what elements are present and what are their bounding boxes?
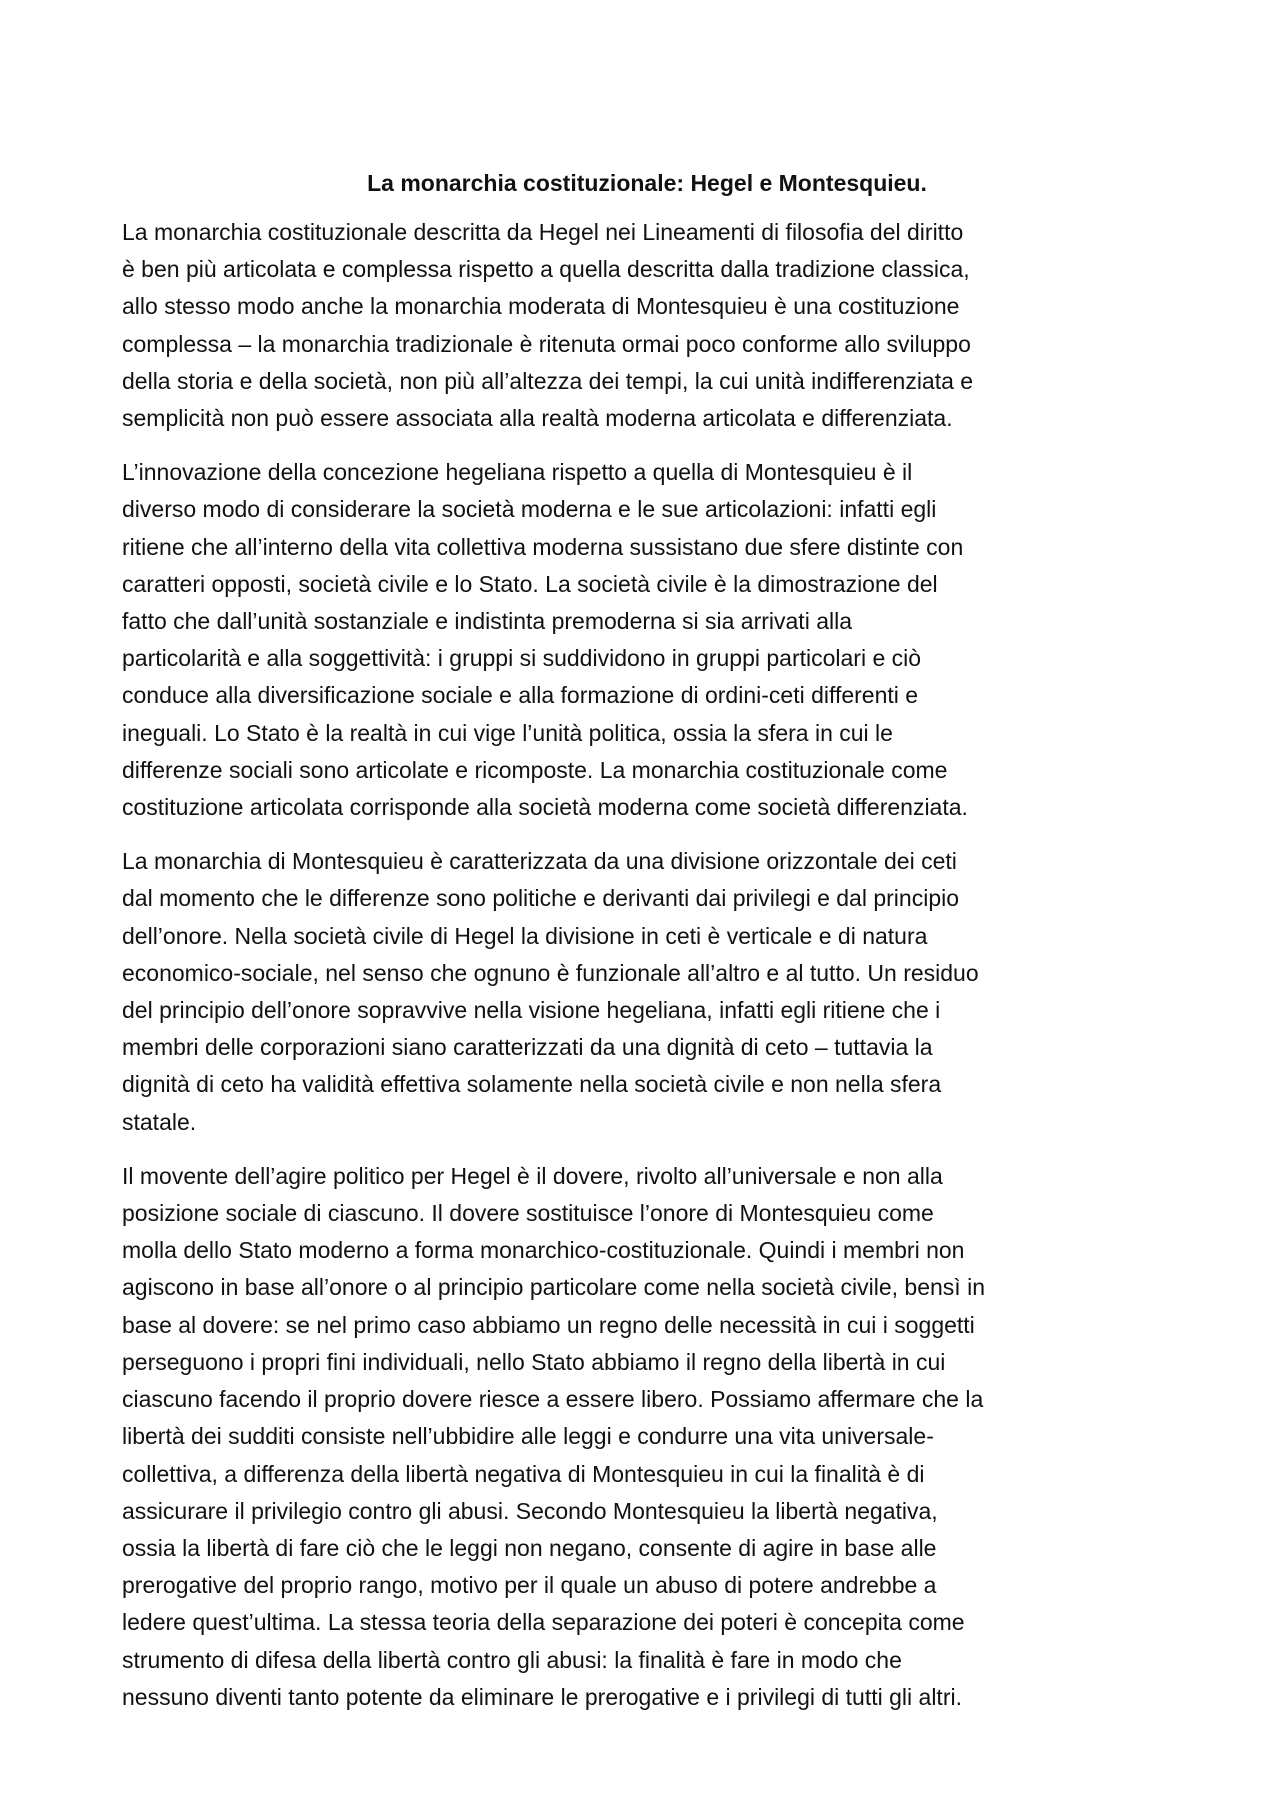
text-line: è ben più articolata e complessa rispetto a quella descritta dalla tradizione classica, — [122, 256, 970, 283]
text-line: allo stesso modo anche la monarchia moderata di Montesquieu è una costituzione — [122, 293, 960, 320]
text-line: fatto che dall’unità sostanziale e indistinta premoderna si sia arrivati alla — [122, 608, 853, 635]
text-line: strumento di difesa della libertà contro gli abusi: la finalità è fare in modo che — [122, 1646, 902, 1673]
text-line: dignità di ceto ha validità effettiva solamente nella società civile e non nella sfera — [122, 1071, 942, 1098]
text-line: ritiene che all’interno della vita collettiva moderna sussistano due sfere distinte con — [122, 533, 964, 560]
text-line: del principio dell’onore sopravvive nella visione hegeliana, infatti egli ritiene che i — [122, 997, 941, 1024]
text-line: agiscono in base all’onore o al principio particolare come nella società civile, bensì in — [122, 1274, 985, 1301]
text-line: conduce alla diversificazione sociale e alla formazione di ordini-ceti differenti e — [122, 682, 919, 709]
text-line: diverso modo di considerare la società moderna e le sue articolazioni: infatti egli — [122, 496, 937, 523]
text-line: ciascuno facendo il proprio dovere riesce a essere libero. Possiamo affermare che la — [122, 1386, 984, 1413]
document-title: La monarchia costituzionale: Hegel e Montesquieu. — [367, 170, 927, 196]
text-line: economico-sociale, nel senso che ognuno è funzionale all’altro e al tutto. Un residuo — [122, 959, 979, 986]
text-line: della storia e della società, non più all’altezza dei tempi, la cui unità indifferenziata e — [122, 367, 974, 394]
text-line: ledere quest’ultima. La stessa teoria della separazione dei poteri è concepita come — [122, 1609, 965, 1636]
text-line: caratteri opposti, società civile e lo Stato. La società civile è la dimostrazione del — [122, 570, 938, 597]
text-line: ineguali. Lo Stato è la realtà in cui vige l’unità politica, ossia la sfera in cui le — [122, 719, 893, 746]
text-line: complessa – la monarchia tradizionale è ritenuta ormai poco conforme allo sviluppo — [122, 330, 971, 357]
text-line: L’innovazione della concezione hegeliana rispetto a quella di Montesquieu è il — [122, 459, 913, 486]
text-line: ossia la libertà di fare ciò che le leggi non negano, consente di agire in base alle — [122, 1534, 937, 1561]
text-line: La monarchia costituzionale descritta da Hegel nei Lineamenti di filosofia del diritto — [122, 219, 964, 245]
text-line: differenze sociali sono articolate e ricomposte. La monarchia costituzionale come — [122, 756, 948, 783]
paragraph-4 — [122, 1158, 1172, 1716]
text-line: nessuno diventi tanto potente da eliminare le prerogative e i privilegi di tutti gli altri. — [122, 1683, 962, 1710]
paragraph-1 — [122, 214, 1172, 437]
text-line: membri delle corporazioni siano caratterizzati da una dignità di ceto – tuttavia la — [122, 1034, 933, 1061]
paragraph-container — [122, 214, 1172, 1716]
text-line: particolarità e alla soggettività: i gruppi si suddividono in gruppi particolari e ciò — [122, 645, 922, 672]
text-line: Il movente dell’agire politico per Hegel è il dovere, rivolto all’universale e non alla — [122, 1162, 943, 1189]
text-line: molla dello Stato moderno a forma monarchico-costituzionale. Quindi i membri non — [122, 1237, 965, 1264]
paragraph-2 — [122, 454, 1172, 826]
text-line: base al dovere: se nel primo caso abbiamo un regno delle necessità in cui i soggetti — [122, 1311, 975, 1338]
text-line: libertà dei sudditi consiste nell’ubbidire alle leggi e condurre una vita universale- — [122, 1423, 934, 1450]
paragraph-3 — [122, 843, 1172, 1141]
text-line: prerogative del proprio rango, motivo per il quale un abuso di potere andrebbe a — [122, 1572, 937, 1599]
text-line: dell’onore. Nella società civile di Hegel la divisione in ceti è verticale e di natura — [122, 922, 928, 949]
text-line: collettiva, a differenza della libertà negativa di Montesquieu in cui la finalità è di — [122, 1460, 925, 1487]
text-line: statale. — [122, 1108, 197, 1135]
text-line: perseguono i propri fini individuali, nello Stato abbiamo il regno della libertà in cui — [122, 1348, 946, 1375]
text-line: costituzione articolata corrisponde alla società moderna come società differenziata. — [122, 794, 968, 821]
text-line: semplicità non può essere associata alla realtà moderna articolata e differenziata. — [122, 405, 953, 432]
text-line: dal momento che le differenze sono politiche e derivanti dai privilegi e dal principio — [122, 885, 960, 912]
text-line: assicurare il privilegio contro gli abusi. Secondo Montesquieu la libertà negativa, — [122, 1497, 938, 1524]
document-body — [122, 168, 1172, 1733]
text-line: posizione sociale di ciascuno. Il dovere sostituisce l’onore di Montesquieu come — [122, 1200, 934, 1227]
text-line: La monarchia di Montesquieu è caratterizzata da una divisione orizzontale dei ceti — [122, 848, 957, 875]
